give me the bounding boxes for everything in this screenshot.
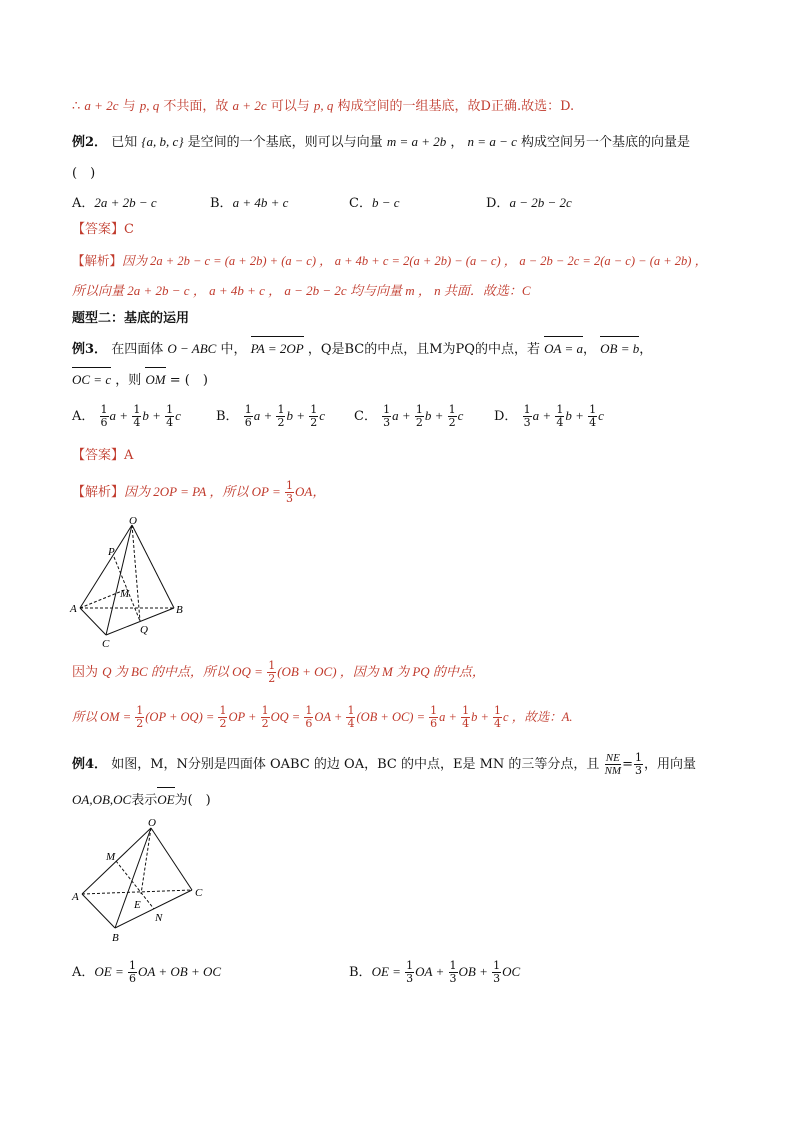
analysis-line-2 [72, 281, 531, 302]
text: (OP + OQ) = [145, 710, 218, 724]
option-b: B．OE = $\frac{1}{3}$ OA + $\frac{1}{3}$ OB + $\frac{1}{3}$ OC [349, 959, 521, 985]
option-letter: A． [72, 196, 95, 211]
label-b: B [112, 932, 119, 944]
tetrahedron-name: O − ABC [167, 341, 217, 356]
option-letter: B． [210, 196, 233, 211]
vector-ob: OB = b [600, 339, 639, 359]
option-expression: a + 4b + c [232, 195, 289, 210]
text: = ( ) [169, 373, 208, 388]
vectors: OA,OB,OC [72, 792, 132, 807]
ratio-value-den: 3 [634, 764, 642, 777]
text: Q 为 BC 的中点，所以 OQ = [102, 664, 267, 679]
option-letter: D． [494, 409, 518, 424]
option-expression: OC [502, 964, 521, 979]
text: 是空间的一个基底，则可以与向量 [187, 135, 383, 150]
num: 1 [133, 403, 141, 416]
num: 1 [166, 403, 174, 416]
tetrahedron-figure-1 [68, 515, 198, 650]
label-m: M [106, 851, 116, 863]
text: b + [471, 710, 493, 724]
den: 4 [133, 416, 141, 429]
vector-pair: p, q [313, 98, 334, 113]
example-3-question: 例3． 在四面体 O − ABC 中， PA = 2OP ，Q是BC的中点，且M为PQ的中点，若 OA = a， OB = b， [72, 341, 653, 357]
option-c: C． $\frac{1}{3}$ a + $\frac{1}{2}$ b + $\frac{1}{2}$ c [354, 403, 464, 429]
analysis-text: 所以向量 2a + 2b − c ， a + 4b + c ， a − 2b − 2c 均与向量 m ， n 共面．故选：C [72, 283, 531, 298]
label-c: C [195, 887, 203, 899]
text: 可以与 [270, 99, 310, 114]
vector-oa: OA = a [544, 339, 583, 359]
option-a: A． $\frac{1}{6}$ a + $\frac{1}{4}$ b + $\frac{1}{4}$ c [72, 403, 181, 429]
num: 1 [100, 403, 108, 416]
option-expression: b − c [371, 195, 400, 210]
text: c ，故选：A. [503, 710, 573, 724]
option-expression: OA + OB + OC [138, 964, 222, 979]
option-letter: A． [72, 409, 95, 424]
vector-expression: a + 2c [232, 98, 267, 113]
option-expression: OA + [415, 964, 448, 979]
ratio-num: NE [605, 752, 620, 764]
example-2-question [72, 132, 690, 153]
den: 2 [277, 416, 285, 429]
analysis-label: 【解析】 [72, 253, 123, 268]
option-letter: D． [486, 196, 510, 211]
num: 1 [589, 403, 597, 416]
tetrahedron-figure-2 [68, 816, 218, 946]
option-expression: a − 2b − 2c [509, 195, 572, 210]
num: 1 [523, 403, 531, 416]
text: 如图，M，N分别是四面体 OABC 的边 OA，BC 的中点，E是 MN 的三等分点，且 [111, 757, 600, 772]
den: 4 [166, 416, 174, 429]
basis-set: {a, b, c} [141, 134, 184, 149]
vector-n: n = a − c [467, 134, 517, 149]
den: 6 [244, 416, 252, 429]
label-c: C [102, 638, 110, 650]
text: 构成空间的一组基底，故D正确.故选：D. [337, 99, 575, 114]
answer-line [72, 446, 133, 466]
vector-om: OM [145, 370, 165, 390]
example-label: 例3． [72, 342, 108, 357]
label-o: O [148, 817, 156, 829]
label-a: A [70, 603, 77, 615]
text: 所以 OM = [72, 710, 135, 724]
text: ，Q是BC的中点，且M为PQ的中点，若 [307, 342, 540, 357]
label-q: Q [140, 624, 148, 636]
option-expression: OB + [458, 964, 492, 979]
text: ，用向量 [643, 757, 696, 772]
label-a: A [72, 891, 79, 903]
den: 4 [556, 416, 564, 429]
analysis-text: 因为 2a + 2b − c = (a + 2b) + (a − c) ， a + 4b + c = 2(a + 2b) − (a − c) ， a − 2b − 2c = 2(a − c) − (a + 2b) ， [122, 254, 708, 268]
text: (OB + OC) ，因为 M 为 PQ 的中点， [277, 664, 485, 679]
label-b: B [176, 604, 183, 616]
text: (OB + OC) = [356, 710, 429, 724]
option-a [72, 191, 157, 216]
analysis-om-line: 所以 OM = $\frac{1}{2}$ (OP + OQ) = $\frac{1}{2}$ OP + $\frac{1}{2}$ OQ = $\frac{1}{6}$ OA + $\frac{1}{4}$ (OB + OC) = $\frac{1}{6}$ a + $\frac{1}{4}$ b + $\frac{1}{4}$ c ，故选：A. [72, 704, 573, 730]
label-m: M [120, 588, 130, 600]
option-letter: C． [349, 196, 372, 211]
text: a + [439, 710, 461, 724]
therefore-symbol: ∴ [72, 99, 81, 114]
text: ，则 [115, 373, 142, 388]
option-expression: OE = [371, 964, 405, 979]
edge-ab [82, 894, 115, 928]
analysis-line-1 [72, 251, 707, 271]
analysis-q-line: 因为 Q 为 BC 的中点，所以 OQ = $\frac{1}{2}$ (OB + OC) ，因为 M 为 PQ 的中点， [72, 659, 485, 685]
answer-label: 【答案】 [72, 222, 125, 237]
option-d [486, 191, 572, 216]
num: 1 [448, 403, 456, 416]
den: 6 [100, 416, 108, 429]
vector-oc: OC = c [72, 370, 111, 390]
vector-pair: p, q [139, 98, 160, 113]
text: 不共面，故 [163, 99, 229, 114]
vector-m: m = a + 2b [386, 134, 447, 149]
text: ， [450, 135, 464, 150]
option-expression: OE = [94, 964, 127, 979]
den: 2 [310, 416, 318, 429]
option-letter: B． [349, 965, 372, 980]
den: 3 [523, 416, 531, 429]
vector-expression: a + 2c [84, 98, 119, 113]
example-4-question-cont [72, 790, 211, 811]
label-n: N [155, 912, 163, 924]
label-p: P [108, 546, 115, 558]
text: 在四面体 [111, 342, 164, 357]
den: 3 [383, 416, 391, 429]
example-label: 例2． [72, 135, 108, 150]
text: 中， [220, 342, 247, 357]
analysis-label: 【解析】 [72, 485, 125, 500]
label-e: E [134, 899, 141, 911]
den: 4 [589, 416, 597, 429]
vector-oe: OE [157, 790, 174, 810]
analysis-text: OA， [294, 484, 326, 499]
edge-oc [151, 828, 192, 890]
text: OP + [228, 710, 260, 724]
option-letter: A． [72, 965, 95, 980]
edge-oc [106, 525, 132, 635]
num: 1 [310, 403, 318, 416]
text: 已知 [111, 135, 138, 150]
answer-value: A [124, 448, 134, 463]
option-b: B． $\frac{1}{6}$ a + $\frac{1}{2}$ b + $\frac{1}{2}$ c [216, 403, 326, 429]
edge-ac [80, 608, 106, 635]
label-o: O [129, 515, 137, 527]
text: OQ = [270, 710, 304, 724]
text: 表示 [131, 793, 158, 808]
den: 2 [448, 416, 456, 429]
text: 与 [122, 99, 140, 114]
section-title: 题型二：基底的运用 [72, 311, 190, 326]
option-letter: C． [354, 409, 377, 424]
ratio-value-num: 1 [634, 751, 642, 764]
vector-relation: PA = 2OP [251, 339, 304, 359]
option-d: D． $\frac{1}{3}$ a + $\frac{1}{4}$ b + $\frac{1}{4}$ c [494, 403, 604, 429]
den: 2 [415, 416, 423, 429]
num: 1 [383, 403, 391, 416]
text: 为( ) [174, 793, 211, 808]
segment-oe [141, 828, 151, 894]
option-a: A．OE = $\frac{1}{6}$ OA + OB + OC [72, 959, 222, 985]
num: 1 [415, 403, 423, 416]
example-2-paren: ( ) [72, 166, 96, 181]
text: OA + [314, 710, 346, 724]
example-label: 例4． [72, 757, 108, 772]
answer-value: C [124, 222, 134, 237]
text: 因为 [72, 665, 103, 680]
option-c [349, 191, 400, 216]
answer-line [72, 220, 134, 240]
option-expression: 2a + 2b − c [94, 195, 157, 210]
num: 1 [277, 403, 285, 416]
analysis-line: 【解析】因为 2OP = PA ，所以 OP = $\frac{1}{3}$ OA， [72, 479, 326, 505]
num: 1 [556, 403, 564, 416]
text: 构成空间另一个基底的向量是 [521, 135, 691, 150]
num: 1 [244, 403, 252, 416]
conclusion-line [72, 96, 574, 117]
edge-ac-hidden [82, 890, 192, 894]
answer-label: 【答案】 [72, 448, 125, 463]
option-b [210, 191, 288, 216]
example-4-question: 例4． 如图，M，N分别是四面体 OABC 的边 OA，BC 的中点，E是 MN 的三等分点，且 $\frac{NE}{NM}$ = $\frac{1}{3}$ ，用向量 [72, 751, 696, 777]
example-3-question-cont [72, 370, 208, 391]
analysis-text: 因为 2OP = PA ，所以 OP = [124, 484, 284, 499]
ratio-den: NM [604, 765, 622, 777]
option-letter: B． [216, 409, 239, 424]
